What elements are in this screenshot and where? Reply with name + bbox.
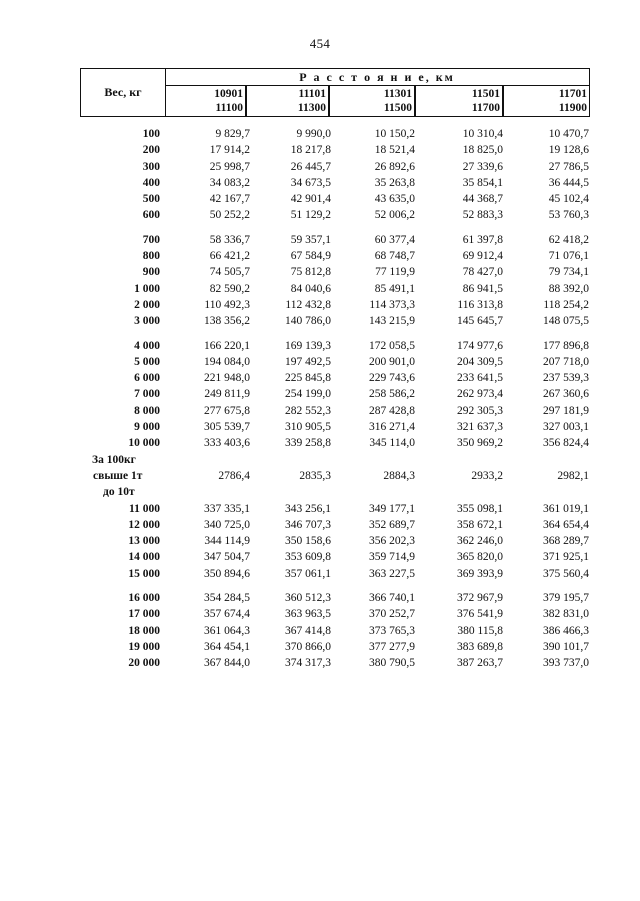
price-cell: 237 539,3 <box>543 372 589 385</box>
price-cell: 383 689,8 <box>457 640 503 653</box>
price-cell: 25 998,7 <box>209 160 250 173</box>
range-header-1 <box>165 86 247 116</box>
price-cell: 344 114,9 <box>204 535 250 548</box>
price-cell: 145 645,7 <box>457 315 503 328</box>
price-cell: 373 765,3 <box>369 624 415 637</box>
price-cell: 316 271,4 <box>369 421 415 434</box>
price-cell: 36 444,5 <box>548 176 589 189</box>
price-cell: 62 418,2 <box>548 233 589 246</box>
price-cell: 84 040,6 <box>290 282 331 295</box>
table-row <box>0 623 640 639</box>
table-row <box>0 142 640 158</box>
price-cell: 364 454,1 <box>204 640 250 653</box>
weight-cell: 7 000 <box>134 388 160 401</box>
range-header-4 <box>416 86 504 116</box>
per100-label-line-3: до 10т <box>103 486 135 499</box>
price-cell: 340 725,0 <box>204 518 250 531</box>
price-cell: 258 586,2 <box>369 388 415 401</box>
price-cell: 86 941,5 <box>462 282 503 295</box>
table-row <box>0 533 640 549</box>
price-cell: 376 541,9 <box>457 608 503 621</box>
price-cell: 362 246,0 <box>457 535 503 548</box>
weight-cell: 9 000 <box>134 421 160 434</box>
price-cell: 61 397,8 <box>462 233 503 246</box>
weight-cell: 11 000 <box>129 502 160 515</box>
weight-cell: 5 000 <box>134 355 160 368</box>
price-cell: 194 084,0 <box>204 355 250 368</box>
price-cell: 200 901,0 <box>369 355 415 368</box>
price-cell: 369 393,9 <box>457 567 503 580</box>
weight-cell: 17 000 <box>128 608 160 621</box>
weight-cell: 1 000 <box>134 282 160 295</box>
weight-cell: 20 000 <box>128 657 160 670</box>
price-cell: 50 252,2 <box>209 209 250 222</box>
price-cell: 297 181,9 <box>543 404 589 417</box>
price-cell: 26 892,6 <box>374 160 415 173</box>
table-row <box>0 313 640 329</box>
price-cell: 34 083,2 <box>209 176 250 189</box>
price-cell: 221 948,0 <box>204 372 250 385</box>
table-row <box>0 207 640 223</box>
price-cell: 10 310,4 <box>462 128 503 140</box>
table-row <box>0 175 640 191</box>
price-cell: 114 373,3 <box>369 298 415 311</box>
per100-label-row-1 <box>0 452 640 468</box>
price-cell: 67 584,9 <box>290 250 331 263</box>
price-cell: 34 673,5 <box>290 176 331 189</box>
price-cell: 358 672,1 <box>457 518 503 531</box>
price-cell: 42 167,7 <box>209 193 250 206</box>
weight-cell: 4 000 <box>134 339 160 352</box>
table-row <box>0 126 640 142</box>
table-row <box>0 281 640 297</box>
price-cell: 393 737,0 <box>543 657 589 670</box>
price-cell: 359 714,9 <box>369 551 415 564</box>
range-from: 11701 <box>558 88 587 100</box>
price-cell: 386 466,3 <box>543 624 589 637</box>
price-cell: 2982,1 <box>557 469 589 482</box>
price-cell: 352 689,7 <box>369 518 415 531</box>
range-from: 11501 <box>471 88 500 100</box>
price-cell: 350 969,2 <box>457 437 503 450</box>
weight-cell: 2 000 <box>134 298 160 311</box>
table-row <box>0 403 640 419</box>
price-cell: 370 866,0 <box>285 640 331 653</box>
price-cell: 366 740,1 <box>369 592 415 605</box>
price-cell: 347 504,7 <box>204 551 250 564</box>
price-cell: 363 227,5 <box>369 567 415 580</box>
price-cell: 143 215,9 <box>369 315 415 328</box>
table-row <box>0 386 640 402</box>
price-cell: 277 675,8 <box>204 404 250 417</box>
weight-cell: 400 <box>142 176 160 189</box>
table-row <box>0 354 640 370</box>
weight-cell: 900 <box>142 266 160 279</box>
price-cell: 59 357,1 <box>290 233 331 246</box>
table-row <box>0 639 640 655</box>
page-number: 454 <box>309 36 331 51</box>
weight-cell: 300 <box>142 160 160 173</box>
table-row <box>0 606 640 622</box>
price-cell: 282 552,3 <box>285 404 331 417</box>
price-cell: 2786,4 <box>218 469 250 482</box>
weight-cell: 500 <box>142 193 160 206</box>
price-cell: 88 392,0 <box>548 282 589 295</box>
range-to: 11500 <box>383 102 412 114</box>
price-cell: 140 786,0 <box>285 315 331 328</box>
table-row <box>0 655 640 671</box>
price-cell: 345 114,0 <box>369 437 415 450</box>
price-cell: 51 129,2 <box>290 209 331 222</box>
price-cell: 249 811,9 <box>204 388 250 401</box>
price-cell: 2884,3 <box>383 469 415 482</box>
price-cell: 254 199,0 <box>285 388 331 401</box>
table-row <box>0 297 640 313</box>
price-cell: 35 854,1 <box>462 176 503 189</box>
price-cell: 367 844,0 <box>204 657 250 670</box>
table-row <box>0 338 640 354</box>
price-cell: 10 150,2 <box>374 128 415 140</box>
price-cell: 68 748,7 <box>374 250 415 263</box>
price-cell: 79 734,1 <box>548 266 589 279</box>
price-cell: 353 609,8 <box>285 551 331 564</box>
table-row <box>0 191 640 207</box>
price-cell: 229 743,6 <box>369 372 415 385</box>
range-header-2 <box>247 86 330 116</box>
price-cell: 138 356,2 <box>204 315 250 328</box>
price-cell: 292 305,3 <box>457 404 503 417</box>
price-cell: 382 831,0 <box>543 608 589 621</box>
weight-cell: 600 <box>142 209 160 222</box>
price-cell: 45 102,4 <box>548 193 589 206</box>
price-cell: 169 139,3 <box>285 339 331 352</box>
price-cell: 379 195,7 <box>543 592 589 605</box>
table-row <box>0 232 640 248</box>
price-cell: 172 058,5 <box>369 339 415 352</box>
price-cell: 116 313,8 <box>457 298 503 311</box>
per100-label-line-1: За 100кг <box>92 453 136 466</box>
table-header <box>80 68 590 117</box>
distance-header: Р а с с т о я н и е, км <box>165 69 589 86</box>
weight-cell: 3 000 <box>134 315 160 328</box>
weight-cell: 8 000 <box>134 404 160 417</box>
price-cell: 267 360,6 <box>543 388 589 401</box>
price-cell: 2933,2 <box>471 469 503 482</box>
price-cell: 380 790,5 <box>369 657 415 670</box>
price-cell: 44 368,7 <box>462 193 503 206</box>
range-to: 11300 <box>297 102 326 114</box>
table-row <box>0 549 640 565</box>
price-cell: 339 258,8 <box>285 437 331 450</box>
range-from: 11301 <box>383 88 412 100</box>
price-cell: 148 075,5 <box>543 315 589 328</box>
price-cell: 361 019,1 <box>543 502 589 515</box>
range-header-5 <box>504 86 589 116</box>
weight-cell: 10 000 <box>128 437 160 450</box>
table-row <box>0 566 640 582</box>
price-cell: 42 901,4 <box>290 193 331 206</box>
table-row <box>0 435 640 451</box>
price-cell: 10 470,7 <box>548 128 589 140</box>
price-cell: 9 990,0 <box>296 128 331 140</box>
price-cell: 18 521,4 <box>374 144 415 157</box>
price-cell: 262 973,4 <box>457 388 503 401</box>
table-row <box>0 590 640 606</box>
price-cell: 52 883,3 <box>462 209 503 222</box>
price-cell: 350 894,6 <box>204 567 250 580</box>
table-row <box>0 159 640 175</box>
weight-cell: 100 <box>142 128 160 140</box>
weight-cell: 200 <box>142 144 160 157</box>
price-cell: 354 284,5 <box>204 592 250 605</box>
price-cell: 372 967,9 <box>457 592 503 605</box>
price-cell: 363 963,5 <box>285 608 331 621</box>
price-cell: 18 217,8 <box>290 144 331 157</box>
weight-cell: 19 000 <box>128 640 160 653</box>
price-cell: 52 006,2 <box>374 209 415 222</box>
table-row <box>0 419 640 435</box>
weight-cell: 700 <box>142 233 160 246</box>
weight-cell: 15 000 <box>128 567 160 580</box>
price-cell: 368 289,7 <box>543 535 589 548</box>
price-cell: 225 845,8 <box>285 372 331 385</box>
weight-cell: 16 000 <box>128 592 160 605</box>
price-cell: 18 825,0 <box>462 144 503 157</box>
price-cell: 110 492,3 <box>204 298 250 311</box>
price-cell: 78 427,0 <box>462 266 503 279</box>
price-cell: 356 824,4 <box>543 437 589 450</box>
per100-label-line-2: свыше 1т <box>93 469 143 482</box>
per100-row <box>0 468 640 484</box>
price-cell: 77 119,9 <box>375 266 415 279</box>
price-cell: 321 637,3 <box>457 421 503 434</box>
weight-cell: 800 <box>142 250 160 263</box>
weight-cell: 12 000 <box>128 518 160 531</box>
price-cell: 58 336,7 <box>209 233 250 246</box>
price-cell: 27 786,5 <box>548 160 589 173</box>
price-cell: 19 128,6 <box>548 144 589 157</box>
price-cell: 27 339,6 <box>462 160 503 173</box>
weight-column-header: Вес, кг <box>81 69 166 116</box>
price-cell: 364 654,4 <box>543 518 589 531</box>
table-row <box>0 517 640 533</box>
price-cell: 390 101,7 <box>543 640 589 653</box>
price-cell: 43 635,0 <box>374 193 415 206</box>
price-cell: 2835,3 <box>299 469 331 482</box>
range-from: 10901 <box>214 88 243 100</box>
per100-label-row-3 <box>0 484 640 500</box>
weight-cell: 6 000 <box>134 372 160 385</box>
price-cell: 35 263,8 <box>374 176 415 189</box>
price-cell: 233 641,5 <box>457 372 503 385</box>
price-cell: 357 061,1 <box>285 567 331 580</box>
price-cell: 174 977,6 <box>457 339 503 352</box>
price-cell: 337 335,1 <box>204 502 250 515</box>
price-cell: 207 718,0 <box>543 355 589 368</box>
table-row <box>0 248 640 264</box>
price-cell: 349 177,1 <box>369 502 415 515</box>
range-to: 11100 <box>215 102 243 114</box>
weight-cell: 13 000 <box>128 535 160 548</box>
price-cell: 305 539,7 <box>204 421 250 434</box>
price-cell: 387 263,7 <box>457 657 503 670</box>
price-cell: 377 277,9 <box>369 640 415 653</box>
weight-cell: 18 000 <box>128 624 160 637</box>
price-cell: 333 403,6 <box>204 437 250 450</box>
price-cell: 310 905,5 <box>285 421 331 434</box>
price-cell: 112 432,8 <box>285 298 331 311</box>
price-cell: 375 560,4 <box>543 567 589 580</box>
table-row <box>0 264 640 280</box>
price-cell: 356 202,3 <box>369 535 415 548</box>
price-cell: 360 512,3 <box>285 592 331 605</box>
price-cell: 367 414,8 <box>285 624 331 637</box>
price-cell: 60 377,4 <box>374 233 415 246</box>
price-cell: 71 076,1 <box>548 250 589 263</box>
price-cell: 17 914,2 <box>209 144 250 157</box>
price-cell: 75 812,8 <box>290 266 331 279</box>
price-cell: 85 491,1 <box>374 282 415 295</box>
range-to: 11700 <box>471 102 500 114</box>
price-cell: 343 256,1 <box>285 502 331 515</box>
range-to: 11900 <box>558 102 587 114</box>
price-cell: 197 492,5 <box>285 355 331 368</box>
price-cell: 74 505,7 <box>209 266 250 279</box>
price-cell: 26 445,7 <box>290 160 331 173</box>
price-cell: 177 896,8 <box>543 339 589 352</box>
price-cell: 82 590,2 <box>209 282 250 295</box>
price-cell: 380 115,8 <box>457 624 503 637</box>
range-from: 11101 <box>298 88 326 100</box>
price-cell: 204 309,5 <box>457 355 503 368</box>
price-cell: 346 707,3 <box>285 518 331 531</box>
price-cell: 69 912,4 <box>462 250 503 263</box>
price-cell: 365 820,0 <box>457 551 503 564</box>
price-cell: 370 252,7 <box>369 608 415 621</box>
price-cell: 327 003,1 <box>543 421 589 434</box>
price-cell: 9 829,7 <box>215 128 250 140</box>
weight-cell: 14 000 <box>128 551 160 564</box>
price-cell: 118 254,2 <box>543 298 589 311</box>
table-row <box>0 501 640 517</box>
range-header-3 <box>330 86 416 116</box>
price-cell: 374 317,3 <box>285 657 331 670</box>
price-cell: 357 674,4 <box>204 608 250 621</box>
table-row <box>0 370 640 386</box>
price-cell: 53 760,3 <box>548 209 589 222</box>
price-cell: 166 220,1 <box>204 339 250 352</box>
price-cell: 361 064,3 <box>204 624 250 637</box>
price-cell: 350 158,6 <box>285 535 331 548</box>
price-cell: 287 428,8 <box>369 404 415 417</box>
price-cell: 355 098,1 <box>457 502 503 515</box>
price-cell: 66 421,2 <box>209 250 250 263</box>
table-body <box>0 126 640 672</box>
price-cell: 371 925,1 <box>543 551 589 564</box>
